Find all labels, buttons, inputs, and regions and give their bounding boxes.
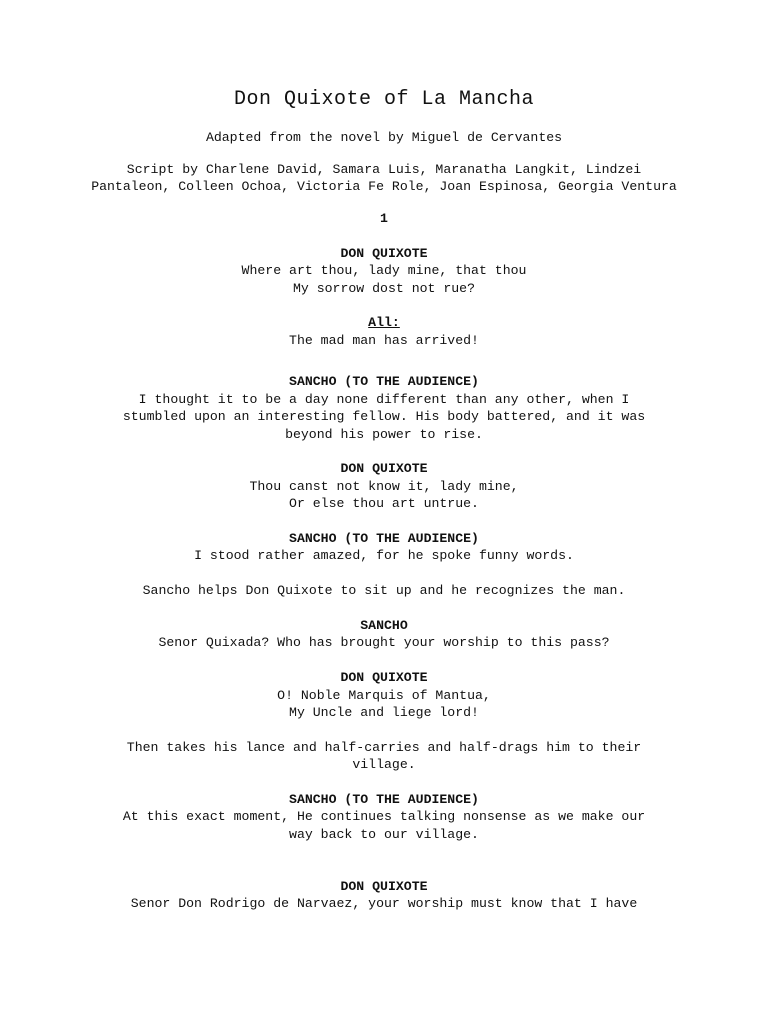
speaker-name: DON QUIXOTE [340,246,428,261]
stage-direction: Sancho helps Don Quixote to sit up and he recognizes the man. [142,583,626,598]
speaker-name: DON QUIXOTE [340,879,428,894]
dialogue-line: The mad man has arrived! [289,333,479,348]
dialogue-line: I thought it to be a day none different than any other, when I [138,392,630,407]
speaker-name: DON QUIXOTE [340,461,428,476]
dialogue-line: stumbled upon an interesting fellow. His body battered, and it was [122,409,646,424]
speaker-name: All: [368,315,400,330]
speaker-name: SANCHO (TO THE AUDIENCE) [289,792,479,807]
dialogue-line: O! Noble Marquis of Mantua, [277,688,491,703]
script-credit-line-1: Script by Charlene David, Samara Luis, Maranatha Langkit, Lindzei [126,162,642,177]
dialogue-line: Senor Don Rodrigo de Narvaez, your worship must know that I have [130,896,638,911]
stage-direction: village. [352,757,416,772]
stage-direction: Then takes his lance and half-carries and half-drags him to their [126,740,642,755]
dialogue-line: way back to our village. [289,827,479,842]
adaptation-credit: Adapted from the novel by Miguel de Cervantes [205,130,563,145]
dialogue-line: Where art thou, lady mine, that thou [241,263,527,278]
script-credit-line-2: Pantaleon, Colleen Ochoa, Victoria Fe Role, Joan Espinosa, Georgia Ventura [91,179,677,194]
dialogue-line: beyond his power to rise. [285,427,483,442]
dialogue-line: My sorrow dost not rue? [292,281,476,296]
dialogue-line: At this exact moment, He continues talking nonsense as we make our [122,809,646,824]
dialogue-line: Or else thou art untrue. [289,496,479,511]
speaker-name: SANCHO (TO THE AUDIENCE) [289,531,479,546]
dialogue-line: My Uncle and liege lord! [289,705,479,720]
speaker-name: SANCHO [360,618,408,633]
dialogue-line: Senor Quixada? Who has brought your worship to this pass? [158,635,610,650]
dialogue-line: Thou canst not know it, lady mine, [249,479,519,494]
speaker-name: DON QUIXOTE [340,670,428,685]
document-title: Don Quixote of La Mancha [233,88,535,111]
scene-number: 1 [380,211,388,226]
speaker-name: SANCHO (TO THE AUDIENCE) [289,374,479,389]
dialogue-line: I stood rather amazed, for he spoke funny words. [194,548,574,563]
